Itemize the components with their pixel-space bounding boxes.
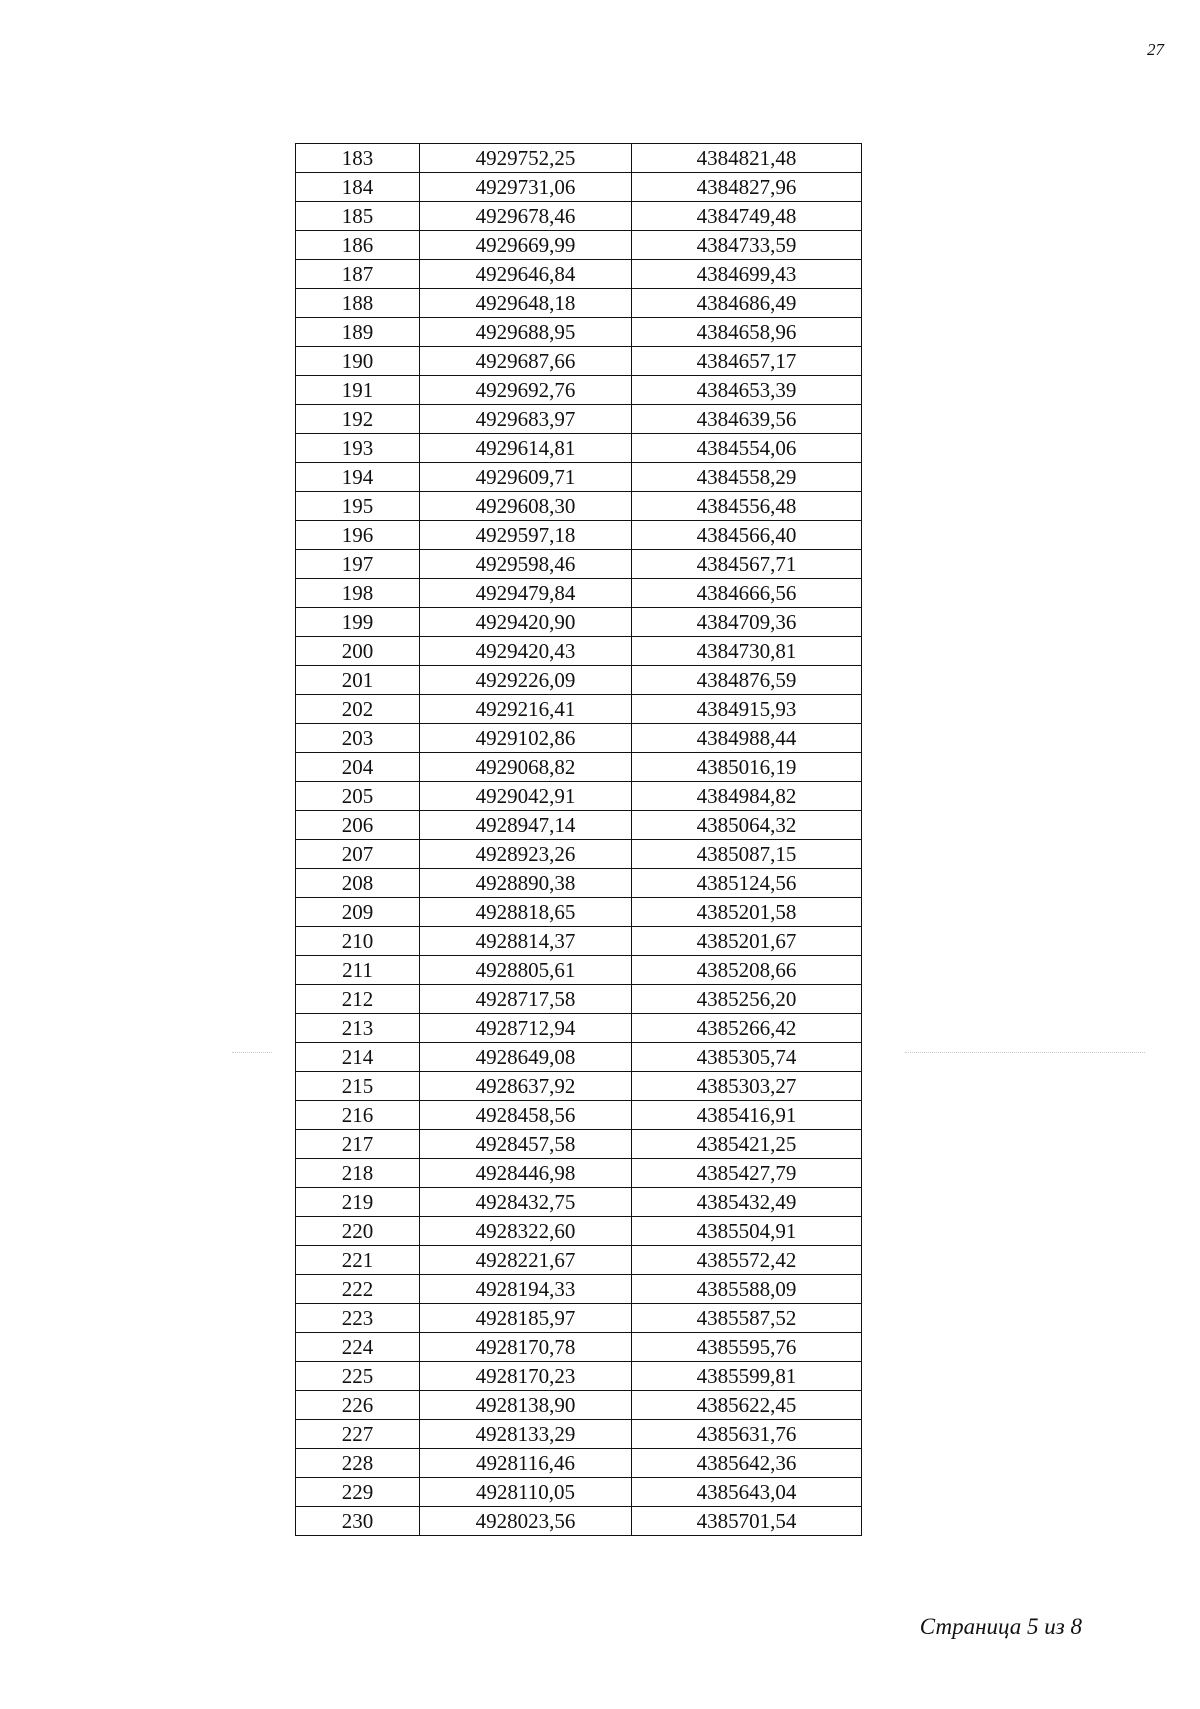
x-coordinate-cell: 4928458,56: [420, 1101, 632, 1130]
point-number-cell: 222: [296, 1275, 420, 1304]
x-coordinate-cell: 4928432,75: [420, 1188, 632, 1217]
y-coordinate-cell: 4385599,81: [632, 1362, 862, 1391]
point-number-cell: 210: [296, 927, 420, 956]
y-coordinate-cell: 4384556,48: [632, 492, 862, 521]
x-coordinate-cell: 4929688,95: [420, 318, 632, 347]
point-number-cell: 200: [296, 637, 420, 666]
x-coordinate-cell: 4928717,58: [420, 985, 632, 1014]
page-number: 27: [1147, 40, 1164, 59]
y-coordinate-cell: 4384749,48: [632, 202, 862, 231]
scan-artifact-line-right: [905, 1052, 1145, 1053]
x-coordinate-cell: 4928322,60: [420, 1217, 632, 1246]
y-coordinate-cell: 4384821,48: [632, 144, 862, 173]
table-row: [296, 202, 862, 231]
table-row: [296, 724, 862, 753]
point-number-cell: 195: [296, 492, 420, 521]
point-number-cell: 217: [296, 1130, 420, 1159]
y-coordinate-cell: 4385427,79: [632, 1159, 862, 1188]
point-number-cell: 212: [296, 985, 420, 1014]
y-coordinate-cell: 4385432,49: [632, 1188, 862, 1217]
x-coordinate-cell: 4929692,76: [420, 376, 632, 405]
point-number-cell: 214: [296, 1043, 420, 1072]
point-number-cell: 199: [296, 608, 420, 637]
x-coordinate-cell: 4929752,25: [420, 144, 632, 173]
table-row: [296, 1362, 862, 1391]
y-coordinate-cell: 4384653,39: [632, 376, 862, 405]
point-number-cell: 220: [296, 1217, 420, 1246]
table-row: [296, 1043, 862, 1072]
x-coordinate-cell: 4929731,06: [420, 173, 632, 202]
y-coordinate-cell: 4385256,20: [632, 985, 862, 1014]
x-coordinate-cell: 4928221,67: [420, 1246, 632, 1275]
table-row: [296, 898, 862, 927]
y-coordinate-cell: 4384686,49: [632, 289, 862, 318]
table-row: [296, 1217, 862, 1246]
table-row: [296, 1072, 862, 1101]
y-coordinate-cell: 4384657,17: [632, 347, 862, 376]
y-coordinate-cell: 4385303,27: [632, 1072, 862, 1101]
x-coordinate-cell: 4928805,61: [420, 956, 632, 985]
x-coordinate-cell: 4928818,65: [420, 898, 632, 927]
table-row: [296, 927, 862, 956]
y-coordinate-cell: 4385064,32: [632, 811, 862, 840]
point-number-cell: 186: [296, 231, 420, 260]
table-row: [296, 579, 862, 608]
x-coordinate-cell: 4928923,26: [420, 840, 632, 869]
point-number-cell: 224: [296, 1333, 420, 1362]
table-row: [296, 521, 862, 550]
y-coordinate-cell: 4384554,06: [632, 434, 862, 463]
table-row: [296, 260, 862, 289]
table-row: [296, 811, 862, 840]
y-coordinate-cell: 4384567,71: [632, 550, 862, 579]
x-coordinate-cell: 4929597,18: [420, 521, 632, 550]
x-coordinate-cell: 4929042,91: [420, 782, 632, 811]
point-number-cell: 202: [296, 695, 420, 724]
point-number-cell: 219: [296, 1188, 420, 1217]
y-coordinate-cell: 4384666,56: [632, 579, 862, 608]
x-coordinate-cell: 4929226,09: [420, 666, 632, 695]
table-row: [296, 405, 862, 434]
point-number-cell: 197: [296, 550, 420, 579]
x-coordinate-cell: 4929420,90: [420, 608, 632, 637]
point-number-cell: 189: [296, 318, 420, 347]
table-row: [296, 1391, 862, 1420]
table-row: [296, 1159, 862, 1188]
coordinates-table-body: [296, 144, 862, 1536]
table-row: [296, 985, 862, 1014]
table-row: [296, 1188, 862, 1217]
y-coordinate-cell: 4384988,44: [632, 724, 862, 753]
x-coordinate-cell: 4928947,14: [420, 811, 632, 840]
table-row: [296, 1333, 862, 1362]
y-coordinate-cell: 4385266,42: [632, 1014, 862, 1043]
x-coordinate-cell: 4928133,29: [420, 1420, 632, 1449]
x-coordinate-cell: 4929687,66: [420, 347, 632, 376]
x-coordinate-cell: 4928110,05: [420, 1478, 632, 1507]
point-number-cell: 196: [296, 521, 420, 550]
x-coordinate-cell: 4929614,81: [420, 434, 632, 463]
y-coordinate-cell: 4385631,76: [632, 1420, 862, 1449]
x-coordinate-cell: 4928023,56: [420, 1507, 632, 1536]
x-coordinate-cell: 4929102,86: [420, 724, 632, 753]
point-number-cell: 218: [296, 1159, 420, 1188]
x-coordinate-cell: 4928170,78: [420, 1333, 632, 1362]
y-coordinate-cell: 4385643,04: [632, 1478, 862, 1507]
point-number-cell: 188: [296, 289, 420, 318]
table-row: [296, 1101, 862, 1130]
x-coordinate-cell: 4928637,92: [420, 1072, 632, 1101]
point-number-cell: 213: [296, 1014, 420, 1043]
point-number-cell: 198: [296, 579, 420, 608]
table-row: [296, 1130, 862, 1159]
table-row: [296, 1304, 862, 1333]
table-row: [296, 869, 862, 898]
point-number-cell: 203: [296, 724, 420, 753]
y-coordinate-cell: 4385208,66: [632, 956, 862, 985]
y-coordinate-cell: 4385642,36: [632, 1449, 862, 1478]
x-coordinate-cell: 4928649,08: [420, 1043, 632, 1072]
point-number-cell: 190: [296, 347, 420, 376]
x-coordinate-cell: 4928116,46: [420, 1449, 632, 1478]
y-coordinate-cell: 4385087,15: [632, 840, 862, 869]
y-coordinate-cell: 4384558,29: [632, 463, 862, 492]
y-coordinate-cell: 4385201,67: [632, 927, 862, 956]
point-number-cell: 228: [296, 1449, 420, 1478]
point-number-cell: 184: [296, 173, 420, 202]
y-coordinate-cell: 4384709,36: [632, 608, 862, 637]
table-row: [296, 637, 862, 666]
table-row: [296, 1246, 862, 1275]
y-coordinate-cell: 4384733,59: [632, 231, 862, 260]
y-coordinate-cell: 4385416,91: [632, 1101, 862, 1130]
x-coordinate-cell: 4928194,33: [420, 1275, 632, 1304]
x-coordinate-cell: 4929609,71: [420, 463, 632, 492]
y-coordinate-cell: 4385622,45: [632, 1391, 862, 1420]
table-row: [296, 782, 862, 811]
x-coordinate-cell: 4929683,97: [420, 405, 632, 434]
point-number-cell: 225: [296, 1362, 420, 1391]
y-coordinate-cell: 4384699,43: [632, 260, 862, 289]
y-coordinate-cell: 4385588,09: [632, 1275, 862, 1304]
table-row: [296, 434, 862, 463]
table-row: [296, 1478, 862, 1507]
point-number-cell: 193: [296, 434, 420, 463]
x-coordinate-cell: 4929669,99: [420, 231, 632, 260]
x-coordinate-cell: 4929216,41: [420, 695, 632, 724]
table-row: [296, 173, 862, 202]
page-footer: Страница 5 из 8: [919, 1614, 1082, 1639]
y-coordinate-cell: 4384876,59: [632, 666, 862, 695]
x-coordinate-cell: 4928170,23: [420, 1362, 632, 1391]
table-row: [296, 666, 862, 695]
y-coordinate-cell: 4385201,58: [632, 898, 862, 927]
x-coordinate-cell: 4928814,37: [420, 927, 632, 956]
x-coordinate-cell: 4929648,18: [420, 289, 632, 318]
point-number-cell: 229: [296, 1478, 420, 1507]
point-number-cell: 226: [296, 1391, 420, 1420]
table-row: [296, 840, 862, 869]
table-row: [296, 753, 862, 782]
point-number-cell: 204: [296, 753, 420, 782]
y-coordinate-cell: 4385016,19: [632, 753, 862, 782]
table-row: [296, 1420, 862, 1449]
point-number-cell: 223: [296, 1304, 420, 1333]
table-row: [296, 144, 862, 173]
y-coordinate-cell: 4384639,56: [632, 405, 862, 434]
y-coordinate-cell: 4384658,96: [632, 318, 862, 347]
y-coordinate-cell: 4385595,76: [632, 1333, 862, 1362]
y-coordinate-cell: 4385701,54: [632, 1507, 862, 1536]
x-coordinate-cell: 4928185,97: [420, 1304, 632, 1333]
y-coordinate-cell: 4384984,82: [632, 782, 862, 811]
point-number-cell: 201: [296, 666, 420, 695]
x-coordinate-cell: 4929598,46: [420, 550, 632, 579]
table-row: [296, 347, 862, 376]
table-row: [296, 1275, 862, 1304]
y-coordinate-cell: 4385572,42: [632, 1246, 862, 1275]
point-number-cell: 192: [296, 405, 420, 434]
point-number-cell: 209: [296, 898, 420, 927]
point-number-cell: 211: [296, 956, 420, 985]
x-coordinate-cell: 4928890,38: [420, 869, 632, 898]
x-coordinate-cell: 4929479,84: [420, 579, 632, 608]
table-row: [296, 1507, 862, 1536]
x-coordinate-cell: 4929646,84: [420, 260, 632, 289]
point-number-cell: 215: [296, 1072, 420, 1101]
table-row: [296, 289, 862, 318]
x-coordinate-cell: 4928446,98: [420, 1159, 632, 1188]
table-row: [296, 1014, 862, 1043]
point-number-cell: 221: [296, 1246, 420, 1275]
point-number-cell: 191: [296, 376, 420, 405]
table-row: [296, 318, 862, 347]
point-number-cell: 206: [296, 811, 420, 840]
point-number-cell: 194: [296, 463, 420, 492]
point-number-cell: 183: [296, 144, 420, 173]
point-number-cell: 207: [296, 840, 420, 869]
point-number-cell: 227: [296, 1420, 420, 1449]
point-number-cell: 230: [296, 1507, 420, 1536]
y-coordinate-cell: 4385421,25: [632, 1130, 862, 1159]
x-coordinate-cell: 4929068,82: [420, 753, 632, 782]
y-coordinate-cell: 4385587,52: [632, 1304, 862, 1333]
x-coordinate-cell: 4929420,43: [420, 637, 632, 666]
point-number-cell: 216: [296, 1101, 420, 1130]
table-row: [296, 492, 862, 521]
table-row: [296, 463, 862, 492]
table-row: [296, 376, 862, 405]
y-coordinate-cell: 4385305,74: [632, 1043, 862, 1072]
point-number-cell: 185: [296, 202, 420, 231]
y-coordinate-cell: 4384915,93: [632, 695, 862, 724]
y-coordinate-cell: 4384566,40: [632, 521, 862, 550]
table-row: [296, 1449, 862, 1478]
y-coordinate-cell: 4385124,56: [632, 869, 862, 898]
scan-artifact-line-left: [232, 1052, 272, 1053]
table-row: [296, 956, 862, 985]
point-number-cell: 205: [296, 782, 420, 811]
coordinates-table: [295, 143, 862, 1536]
point-number-cell: 187: [296, 260, 420, 289]
x-coordinate-cell: 4929678,46: [420, 202, 632, 231]
x-coordinate-cell: 4928712,94: [420, 1014, 632, 1043]
table-row: [296, 608, 862, 637]
y-coordinate-cell: 4384730,81: [632, 637, 862, 666]
point-number-cell: 208: [296, 869, 420, 898]
table-row: [296, 231, 862, 260]
x-coordinate-cell: 4929608,30: [420, 492, 632, 521]
y-coordinate-cell: 4384827,96: [632, 173, 862, 202]
x-coordinate-cell: 4928457,58: [420, 1130, 632, 1159]
table-row: [296, 550, 862, 579]
y-coordinate-cell: 4385504,91: [632, 1217, 862, 1246]
x-coordinate-cell: 4928138,90: [420, 1391, 632, 1420]
table-row: [296, 695, 862, 724]
